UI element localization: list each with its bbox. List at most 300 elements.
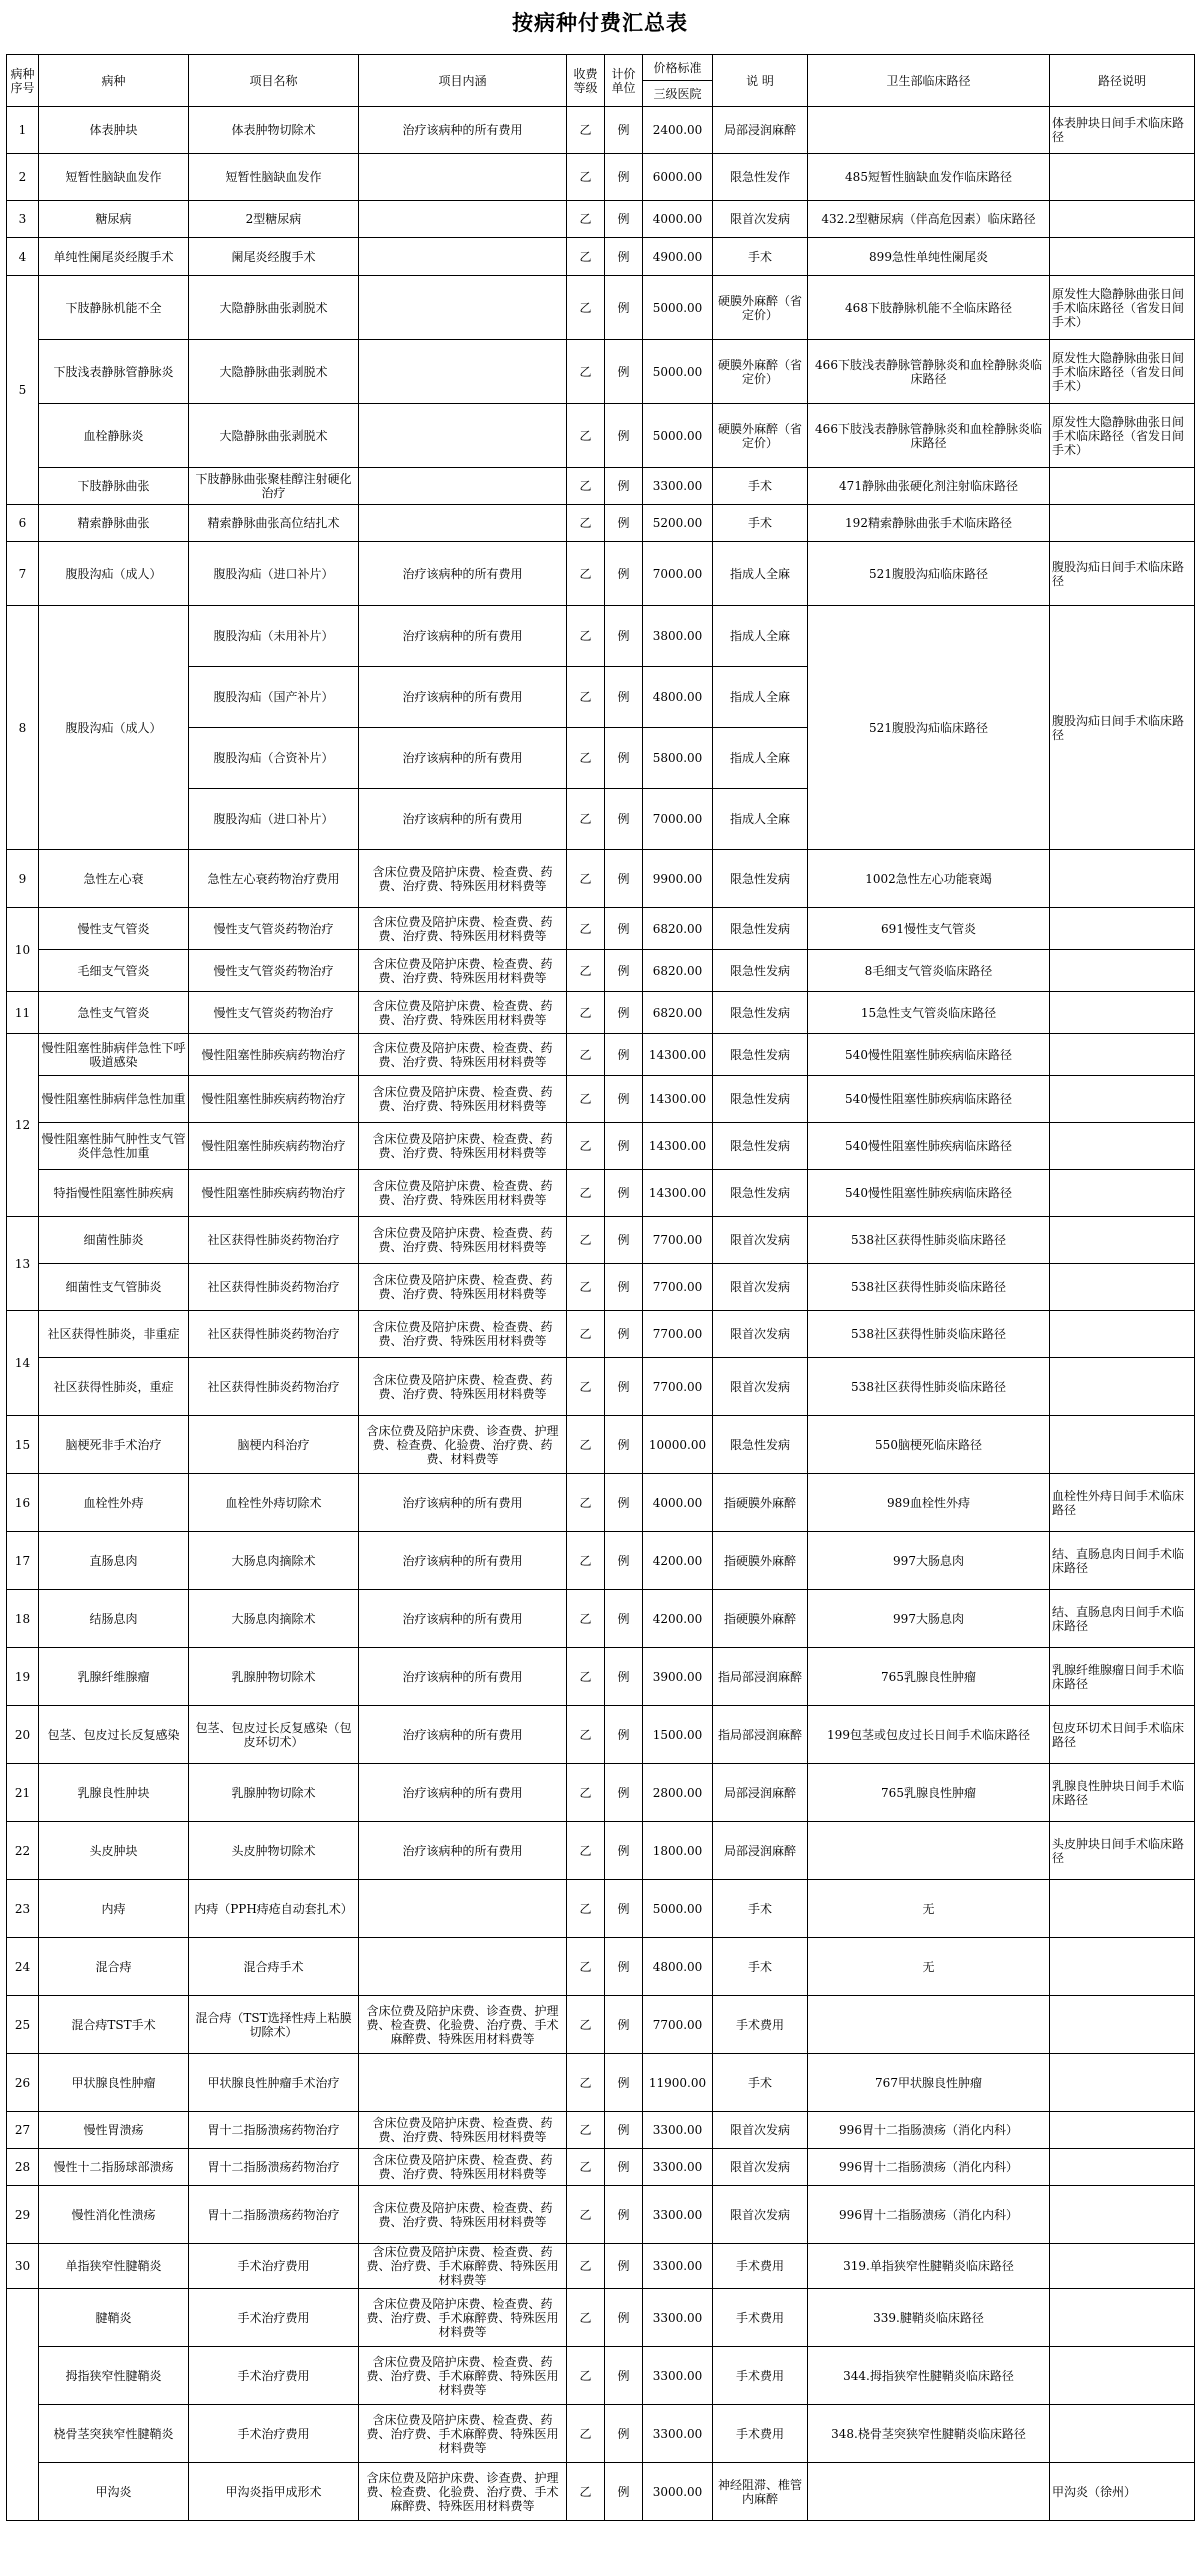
table-row [7, 1034, 1195, 1076]
cell-item: 头皮肿物切除术 [189, 1822, 359, 1880]
cell-unit: 例 [605, 950, 643, 992]
cell-disease: 单纯性阑尾炎经腹手术 [39, 238, 189, 276]
cell-seq: 12 [7, 1034, 39, 1217]
cell-path-note [1050, 850, 1195, 908]
cell-price: 7700.00 [643, 1217, 713, 1264]
cell-disease: 慢性胃溃疡 [39, 2112, 189, 2149]
cell-path: 471静脉曲张硬化剂注射临床路径 [808, 468, 1050, 505]
header-content: 项目内涵 [359, 55, 567, 107]
cell-disease: 下肢静脉曲张 [39, 468, 189, 505]
cell-unit: 例 [605, 1416, 643, 1474]
cell-item: 大隐静脉曲张剥脱术 [189, 276, 359, 340]
cell-disease: 急性左心衰 [39, 850, 189, 908]
cell-grade: 乙 [567, 505, 605, 542]
cell-unit: 例 [605, 276, 643, 340]
cell-price: 3300.00 [643, 2289, 713, 2347]
cell-seq: 8 [7, 606, 39, 850]
cell-price: 9900.00 [643, 850, 713, 908]
cell-unit: 例 [605, 1880, 643, 1938]
cell-price: 4200.00 [643, 1532, 713, 1590]
cell-content: 治疗该病种的所有费用 [359, 107, 567, 154]
cell-price: 14300.00 [643, 1123, 713, 1170]
cell-item: 手术治疗费用 [189, 2347, 359, 2405]
cell-note: 限急性发病 [713, 950, 808, 992]
cell-path: 996胃十二指肠溃疡（消化内科） [808, 2112, 1050, 2149]
cell-path-note [1050, 950, 1195, 992]
cell-disease: 腹股沟疝（成人） [39, 606, 189, 850]
cell-content: 含床位费及陪护床费、检查费、药费、治疗费、特殊医用材料费等 [359, 950, 567, 992]
cell-disease: 血栓性外痔 [39, 1474, 189, 1532]
cell-path-note [1050, 1217, 1195, 1264]
cell-unit: 例 [605, 2405, 643, 2463]
cell-price: 4200.00 [643, 1590, 713, 1648]
cell-seq: 4 [7, 238, 39, 276]
cell-price: 5200.00 [643, 505, 713, 542]
cell-note: 限首次发病 [713, 1358, 808, 1416]
cell-content: 治疗该病种的所有费用 [359, 542, 567, 606]
cell-note: 限急性发病 [713, 1416, 808, 1474]
header-item: 项目名称 [189, 55, 359, 107]
cell-price: 6820.00 [643, 992, 713, 1034]
cell-item: 社区获得性肺炎药物治疗 [189, 1264, 359, 1311]
cell-disease: 下肢浅表静脉管静脉炎 [39, 340, 189, 404]
cell-disease: 急性支气管炎 [39, 992, 189, 1034]
cell-content: 治疗该病种的所有费用 [359, 1532, 567, 1590]
table-row [7, 1358, 1195, 1416]
cell-note: 限急性发病 [713, 1076, 808, 1123]
cell-item: 混合痔（TST选择性痔上粘膜切除术） [189, 1996, 359, 2054]
cell-note: 限首次发病 [713, 2186, 808, 2244]
cell-note: 手术 [713, 505, 808, 542]
cell-disease: 慢性十二指肠球部溃疡 [39, 2149, 189, 2186]
cell-note: 硬膜外麻醉（省定价） [713, 340, 808, 404]
cell-path: 199包茎或包皮过长日间手术临床路径 [808, 1706, 1050, 1764]
cell-note: 限首次发病 [713, 2112, 808, 2149]
cell-note: 指成人全麻 [713, 667, 808, 728]
cell-path: 485短暂性脑缺血发作临床路径 [808, 154, 1050, 201]
cell-path: 538社区获得性肺炎临床路径 [808, 1217, 1050, 1264]
cell-path-note: 原发性大隐静脉曲张日间手术临床路径（省发日间手术） [1050, 404, 1195, 468]
cell-price: 7700.00 [643, 1264, 713, 1311]
cell-unit: 例 [605, 1938, 643, 1996]
table-row [7, 2112, 1195, 2149]
cell-price: 3000.00 [643, 2463, 713, 2521]
cell-seq: 3 [7, 201, 39, 238]
cell-unit: 例 [605, 2186, 643, 2244]
cell-disease: 体表肿块 [39, 107, 189, 154]
cell-path-note: 甲沟炎（徐州） [1050, 2463, 1195, 2521]
table-row [7, 1764, 1195, 1822]
cell-item: 社区获得性肺炎药物治疗 [189, 1358, 359, 1416]
cell-grade: 乙 [567, 1822, 605, 1880]
cell-item: 急性左心衰药物治疗费用 [189, 850, 359, 908]
cell-item: 乳腺肿物切除术 [189, 1764, 359, 1822]
cell-path: 996胃十二指肠溃疡（消化内科） [808, 2149, 1050, 2186]
cell-path-note [1050, 1996, 1195, 2054]
cell-note: 限急性发病 [713, 1034, 808, 1076]
cell-disease: 社区获得性肺炎，非重症 [39, 1311, 189, 1358]
table-row [7, 2244, 1195, 2289]
table-row [7, 404, 1195, 468]
cell-note: 指硬膜外麻醉 [713, 1532, 808, 1590]
cell-content: 治疗该病种的所有费用 [359, 1822, 567, 1880]
cell-price: 3300.00 [643, 2405, 713, 2463]
cell-content: 含床位费及陪护床费、检查费、药费、治疗费、特殊医用材料费等 [359, 2186, 567, 2244]
cell-note: 指成人全麻 [713, 789, 808, 850]
cell-note: 限急性发作 [713, 154, 808, 201]
cell-note: 手术 [713, 1938, 808, 1996]
cell-item: 慢性支气管炎药物治疗 [189, 950, 359, 992]
cell-grade: 乙 [567, 1532, 605, 1590]
cell-path-note [1050, 1416, 1195, 1474]
cell-item: 体表肿物切除术 [189, 107, 359, 154]
cell-note: 手术费用 [713, 2289, 808, 2347]
cell-content: 含床位费及陪护床费、检查费、药费、治疗费、手术麻醉费、特殊医用材料费等 [359, 2347, 567, 2405]
cell-unit: 例 [605, 2289, 643, 2347]
cell-grade: 乙 [567, 1264, 605, 1311]
cell-item: 大肠息肉摘除术 [189, 1590, 359, 1648]
table-row [7, 340, 1195, 404]
cell-seq: 13 [7, 1217, 39, 1311]
cell-path: 339.腱鞘炎临床路径 [808, 2289, 1050, 2347]
table-row [7, 107, 1195, 154]
cell-grade: 乙 [567, 2112, 605, 2149]
cell-seq: 25 [7, 1996, 39, 2054]
cell-path [808, 1996, 1050, 2054]
cell-path: 540慢性阻塞性肺疾病临床路径 [808, 1034, 1050, 1076]
cell-seq: 9 [7, 850, 39, 908]
cell-disease: 头皮肿块 [39, 1822, 189, 1880]
table-row [7, 2149, 1195, 2186]
cell-grade: 乙 [567, 992, 605, 1034]
cell-note: 限急性发病 [713, 908, 808, 950]
cell-unit: 例 [605, 606, 643, 667]
cell-disease: 甲沟炎 [39, 2463, 189, 2521]
cell-path: 538社区获得性肺炎临床路径 [808, 1311, 1050, 1358]
cell-seq: 11 [7, 992, 39, 1034]
cell-note: 指硬膜外麻醉 [713, 1590, 808, 1648]
cell-grade: 乙 [567, 1076, 605, 1123]
cell-price: 7700.00 [643, 1996, 713, 2054]
cell-seq [7, 2289, 39, 2521]
cell-path-note [1050, 468, 1195, 505]
table-row [7, 850, 1195, 908]
cell-path-note [1050, 1170, 1195, 1217]
cell-grade: 乙 [567, 2289, 605, 2347]
cell-path-note: 腹股沟疝日间手术临床路径 [1050, 542, 1195, 606]
cell-note: 限首次发病 [713, 1311, 808, 1358]
cell-note: 限首次发病 [713, 2149, 808, 2186]
header-note: 说 明 [713, 55, 808, 107]
cell-unit: 例 [605, 1076, 643, 1123]
cell-item: 胃十二指肠溃疡药物治疗 [189, 2112, 359, 2149]
cell-content [359, 468, 567, 505]
cell-note: 指成人全麻 [713, 542, 808, 606]
cell-grade: 乙 [567, 1123, 605, 1170]
cell-disease: 下肢静脉机能不全 [39, 276, 189, 340]
cell-item: 腹股沟疝（国产补片） [189, 667, 359, 728]
cell-content [359, 1938, 567, 1996]
cell-path: 540慢性阻塞性肺疾病临床路径 [808, 1123, 1050, 1170]
cell-unit: 例 [605, 1311, 643, 1358]
cell-seq: 6 [7, 505, 39, 542]
cell-path: 432.2型糖尿病（伴高危因素）临床路径 [808, 201, 1050, 238]
cell-path [808, 2463, 1050, 2521]
cell-grade: 乙 [567, 789, 605, 850]
cell-disease: 单指狭窄性腱鞘炎 [39, 2244, 189, 2289]
cell-path-note [1050, 1034, 1195, 1076]
cell-disease: 细菌性肺炎 [39, 1217, 189, 1264]
cell-note: 手术 [713, 1880, 808, 1938]
table-row [7, 2054, 1195, 2112]
cell-item: 手术治疗费用 [189, 2405, 359, 2463]
cell-note: 指成人全麻 [713, 606, 808, 667]
cell-content: 治疗该病种的所有费用 [359, 667, 567, 728]
cell-seq: 30 [7, 2244, 39, 2289]
cell-disease: 短暂性脑缺血发作 [39, 154, 189, 201]
cell-path-note [1050, 1123, 1195, 1170]
cell-path-note: 乳腺良性肿块日间手术临床路径 [1050, 1764, 1195, 1822]
cell-disease: 结肠息肉 [39, 1590, 189, 1648]
cell-path-note [1050, 1311, 1195, 1358]
cell-path-note: 原发性大隐静脉曲张日间手术临床路径（省发日间手术） [1050, 340, 1195, 404]
cell-note: 手术费用 [713, 1996, 808, 2054]
table-row [7, 468, 1195, 505]
cell-path: 996胃十二指肠溃疡（消化内科） [808, 2186, 1050, 2244]
cell-unit: 例 [605, 2149, 643, 2186]
cell-content: 含床位费及陪护床费、检查费、药费、治疗费、特殊医用材料费等 [359, 1076, 567, 1123]
cell-price: 7700.00 [643, 1311, 713, 1358]
cell-price: 3300.00 [643, 2244, 713, 2289]
cell-content [359, 238, 567, 276]
cell-disease: 慢性阻塞性肺病伴急性加重 [39, 1076, 189, 1123]
cell-item: 慢性支气管炎药物治疗 [189, 992, 359, 1034]
cell-path-note [1050, 2244, 1195, 2289]
cell-price: 10000.00 [643, 1416, 713, 1474]
table-row [7, 1822, 1195, 1880]
cell-unit: 例 [605, 505, 643, 542]
cell-price: 7000.00 [643, 542, 713, 606]
cell-price: 5000.00 [643, 404, 713, 468]
cell-grade: 乙 [567, 728, 605, 789]
cell-grade: 乙 [567, 1938, 605, 1996]
cell-path-note [1050, 2186, 1195, 2244]
cell-note: 限首次发病 [713, 201, 808, 238]
cell-content [359, 201, 567, 238]
cell-disease: 直肠息肉 [39, 1532, 189, 1590]
cell-path: 466下肢浅表静脉管静脉炎和血栓静脉炎临床路径 [808, 340, 1050, 404]
cell-disease: 慢性消化性溃疡 [39, 2186, 189, 2244]
header-seq: 病种序号 [7, 55, 39, 107]
table-row [7, 2186, 1195, 2244]
cell-disease: 乳腺良性肿块 [39, 1764, 189, 1822]
cell-path-note [1050, 238, 1195, 276]
cell-price: 4800.00 [643, 667, 713, 728]
cell-seq: 21 [7, 1764, 39, 1822]
cell-note: 指成人全麻 [713, 728, 808, 789]
table-row [7, 1217, 1195, 1264]
cell-seq: 26 [7, 2054, 39, 2112]
cell-content: 含床位费及陪护床费、检查费、药费、治疗费、特殊医用材料费等 [359, 2112, 567, 2149]
cell-unit: 例 [605, 1590, 643, 1648]
cell-path-note [1050, 154, 1195, 201]
cell-grade: 乙 [567, 276, 605, 340]
cell-path [808, 107, 1050, 154]
cell-disease: 特指慢性阻塞性肺疾病 [39, 1170, 189, 1217]
cell-note: 手术费用 [713, 2405, 808, 2463]
cell-price: 3300.00 [643, 468, 713, 505]
table-row [7, 1996, 1195, 2054]
cell-unit: 例 [605, 992, 643, 1034]
cell-note: 限急性发病 [713, 992, 808, 1034]
cell-grade: 乙 [567, 1170, 605, 1217]
cell-path: 538社区获得性肺炎临床路径 [808, 1358, 1050, 1416]
cell-path: 344.拇指狭窄性腱鞘炎临床路径 [808, 2347, 1050, 2405]
cell-note: 限急性发病 [713, 1170, 808, 1217]
cell-disease: 腱鞘炎 [39, 2289, 189, 2347]
cell-content: 治疗该病种的所有费用 [359, 1764, 567, 1822]
cell-content: 含床位费及陪护床费、检查费、药费、治疗费、特殊医用材料费等 [359, 1311, 567, 1358]
cell-content: 含床位费及陪护床费、诊查费、护理费、检查费、化验费、治疗费、手术麻醉费、特殊医用材料费等 [359, 1996, 567, 2054]
cell-unit: 例 [605, 404, 643, 468]
cell-price: 6000.00 [643, 154, 713, 201]
cell-content: 含床位费及陪护床费、检查费、药费、治疗费、手术麻醉费、特殊医用材料费等 [359, 2405, 567, 2463]
cell-unit: 例 [605, 1217, 643, 1264]
table-row [7, 1416, 1195, 1474]
table-row [7, 1706, 1195, 1764]
cell-item: 下肢静脉曲张聚桂醇注射硬化治疗 [189, 468, 359, 505]
table-row [7, 2289, 1195, 2347]
cell-grade: 乙 [567, 908, 605, 950]
cell-item: 短暂性脑缺血发作 [189, 154, 359, 201]
header-grade: 收费等级 [567, 55, 605, 107]
cell-disease: 乳腺纤维腺瘤 [39, 1648, 189, 1706]
table-row [7, 154, 1195, 201]
cell-price: 14300.00 [643, 1034, 713, 1076]
cell-note: 限急性发病 [713, 1123, 808, 1170]
cell-price: 4900.00 [643, 238, 713, 276]
cell-note: 局部浸润麻醉 [713, 1822, 808, 1880]
cell-price: 5000.00 [643, 1880, 713, 1938]
cell-seq: 14 [7, 1311, 39, 1416]
table-row [7, 201, 1195, 238]
cell-path: 989血栓性外痔 [808, 1474, 1050, 1532]
cell-seq: 17 [7, 1532, 39, 1590]
cell-unit: 例 [605, 2112, 643, 2149]
cell-path-note [1050, 2054, 1195, 2112]
cell-content: 含床位费及陪护床费、检查费、药费、治疗费、特殊医用材料费等 [359, 850, 567, 908]
cell-content [359, 340, 567, 404]
cell-grade: 乙 [567, 154, 605, 201]
cell-grade: 乙 [567, 1590, 605, 1648]
cell-price: 14300.00 [643, 1076, 713, 1123]
cell-grade: 乙 [567, 2244, 605, 2289]
cell-grade: 乙 [567, 107, 605, 154]
cell-unit: 例 [605, 1706, 643, 1764]
cell-note: 局部浸润麻醉 [713, 107, 808, 154]
cell-price: 14300.00 [643, 1170, 713, 1217]
cell-item: 慢性阻塞性肺疾病药物治疗 [189, 1123, 359, 1170]
cell-unit: 例 [605, 542, 643, 606]
cell-price: 3900.00 [643, 1648, 713, 1706]
cell-item: 大隐静脉曲张剥脱术 [189, 340, 359, 404]
cell-price: 3800.00 [643, 606, 713, 667]
cell-path: 997大肠息肉 [808, 1532, 1050, 1590]
cell-unit: 例 [605, 1170, 643, 1217]
cell-path-note: 结、直肠息肉日间手术临床路径 [1050, 1590, 1195, 1648]
cell-price: 7700.00 [643, 1358, 713, 1416]
table-row [7, 238, 1195, 276]
cell-path-note: 体表肿块日间手术临床路径 [1050, 107, 1195, 154]
cell-item: 腹股沟疝（未用补片） [189, 606, 359, 667]
cell-note: 手术 [713, 238, 808, 276]
cell-grade: 乙 [567, 950, 605, 992]
cell-price: 1500.00 [643, 1706, 713, 1764]
header-price: 价格标准 [643, 55, 713, 81]
cell-price: 5000.00 [643, 340, 713, 404]
cell-path: 无 [808, 1880, 1050, 1938]
cell-unit: 例 [605, 850, 643, 908]
cell-path: 540慢性阻塞性肺疾病临床路径 [808, 1170, 1050, 1217]
cell-seq: 5 [7, 276, 39, 505]
cell-path-note: 包皮环切术日间手术临床路径 [1050, 1706, 1195, 1764]
cell-item: 腹股沟疝（进口补片） [189, 789, 359, 850]
cell-disease: 混合痔TST手术 [39, 1996, 189, 2054]
cell-path-note [1050, 2112, 1195, 2149]
cell-unit: 例 [605, 340, 643, 404]
header-path: 卫生部临床路径 [808, 55, 1050, 107]
cell-path: 550脑梗死临床路径 [808, 1416, 1050, 1474]
cell-path: 192精索静脉曲张手术临床路径 [808, 505, 1050, 542]
cell-path: 538社区获得性肺炎临床路径 [808, 1264, 1050, 1311]
cell-disease: 脑梗死非手术治疗 [39, 1416, 189, 1474]
cell-seq: 23 [7, 1880, 39, 1938]
cell-note: 限首次发病 [713, 1217, 808, 1264]
cell-path: 765乳腺良性肿瘤 [808, 1648, 1050, 1706]
cell-grade: 乙 [567, 1648, 605, 1706]
cell-grade: 乙 [567, 2149, 605, 2186]
cell-path: 997大肠息肉 [808, 1590, 1050, 1648]
cell-item: 甲沟炎指甲成形术 [189, 2463, 359, 2521]
cell-unit: 例 [605, 107, 643, 154]
cell-item: 脑梗内科治疗 [189, 1416, 359, 1474]
cell-note: 硬膜外麻醉（省定价） [713, 404, 808, 468]
cell-path-note [1050, 2347, 1195, 2405]
cell-path-note [1050, 1076, 1195, 1123]
cell-path: 540慢性阻塞性肺疾病临床路径 [808, 1076, 1050, 1123]
table-row [7, 908, 1195, 950]
cell-item: 社区获得性肺炎药物治疗 [189, 1217, 359, 1264]
cell-grade: 乙 [567, 1311, 605, 1358]
cell-path-note [1050, 908, 1195, 950]
cell-path-note [1050, 992, 1195, 1034]
cell-item: 胃十二指肠溃疡药物治疗 [189, 2149, 359, 2186]
table-row [7, 992, 1195, 1034]
cell-note: 手术费用 [713, 2347, 808, 2405]
cell-seq: 1 [7, 107, 39, 154]
cell-note: 局部浸润麻醉 [713, 1764, 808, 1822]
cell-path-note: 腹股沟疝日间手术临床路径 [1050, 606, 1195, 850]
table-row [7, 1648, 1195, 1706]
cell-grade: 乙 [567, 1358, 605, 1416]
cell-grade: 乙 [567, 404, 605, 468]
cell-disease: 血栓静脉炎 [39, 404, 189, 468]
cell-content: 含床位费及陪护床费、检查费、药费、治疗费、特殊医用材料费等 [359, 1358, 567, 1416]
cell-grade: 乙 [567, 606, 605, 667]
cell-path: 899急性单纯性阑尾炎 [808, 238, 1050, 276]
cell-disease: 细菌性支气管肺炎 [39, 1264, 189, 1311]
cell-price: 5000.00 [643, 276, 713, 340]
